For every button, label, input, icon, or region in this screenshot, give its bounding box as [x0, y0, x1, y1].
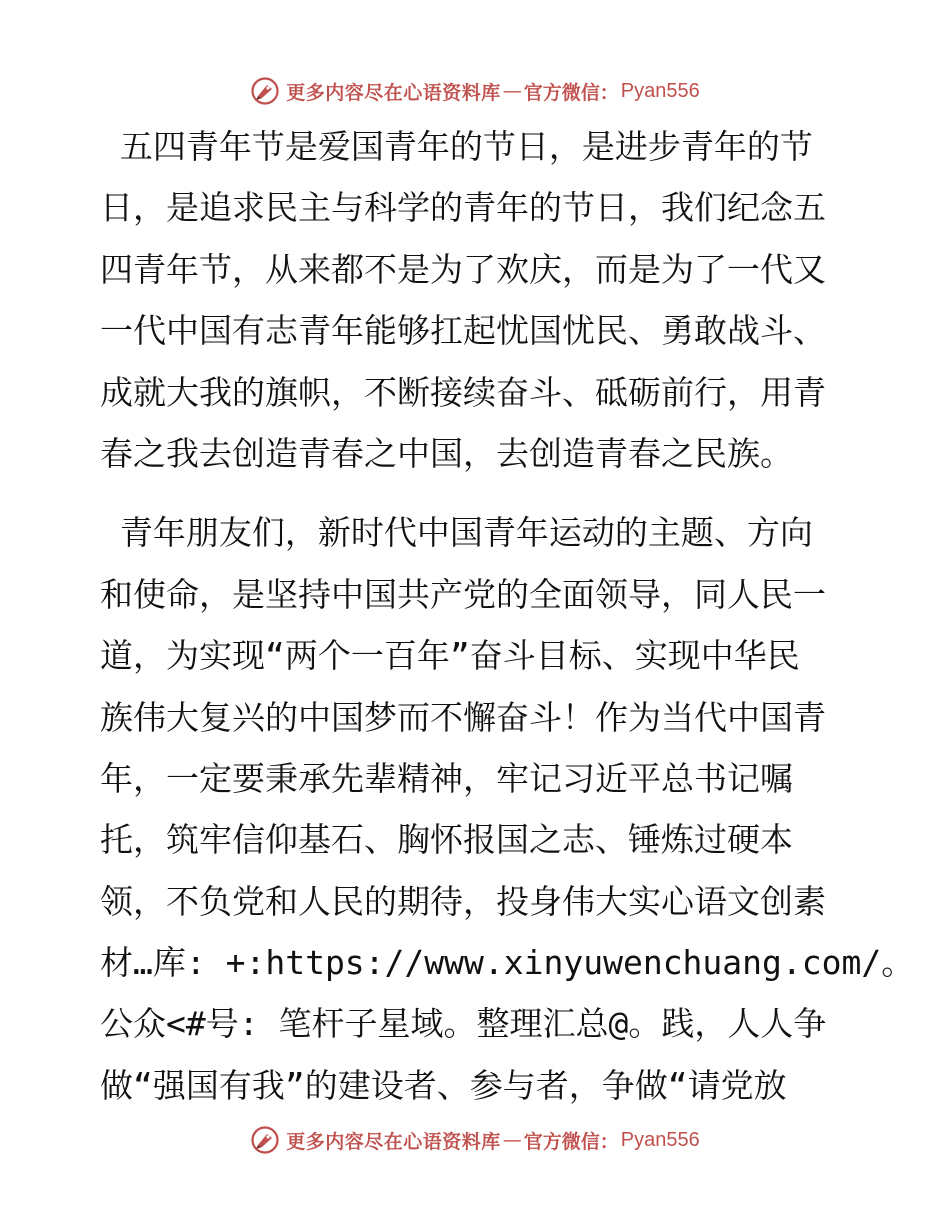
text-line: 道，为实现“两个一百年”奋斗目标、实现中华民 — [100, 636, 800, 676]
header-wechat-label: 官方微信： — [523, 81, 619, 104]
pen-nib-logo-icon — [250, 1125, 280, 1155]
text-line: 春之我去创造青春之中国，去创造青春之民族。 — [100, 433, 793, 473]
footer-banner — [0, 1123, 950, 1157]
text-line: 年，一定要秉承先辈精神，牢记习近平总书记嘱 — [100, 758, 793, 798]
text-line: 成就大我的旗帜，不断接续奋斗、砥砺前行，用青 — [100, 372, 826, 412]
paragraph-spacer — [100, 484, 860, 502]
text-line: 托，筑牢信仰基石、胸怀报国之志、锤炼过硬本 — [100, 820, 793, 860]
text-line: 五四青年节是爱国青年的节日，是进步青年的节 — [100, 127, 813, 166]
footer-wechat-label: 官方微信： — [523, 1130, 619, 1153]
header-banner — [0, 74, 950, 108]
article-body — [100, 116, 915, 1116]
pen-nib-logo-icon — [250, 76, 280, 106]
footer-promo-text: 更多内容尽在心语资料库 — [286, 1130, 501, 1153]
text-line: 族伟大复兴的中国梦而不懈奋斗！作为当代中国青 — [100, 697, 826, 737]
text-line: 青年朋友们，新时代中国青年运动的主题、方向 — [100, 513, 813, 553]
text-line: 日，是追求民主与科学的青年的节日，我们纪念五 — [100, 188, 826, 228]
header-wechat-id: Pyan556 — [620, 79, 700, 102]
text-line: 领，不负党和人民的期待，投身伟大实心语文创素 — [100, 881, 826, 921]
text-line: 一代中国有志青年能够扛起忧国忧民、勇敢战斗、 — [100, 311, 826, 351]
text-line: 材…库: +:https://www.xinyuwenchuang.com/。 — [100, 943, 915, 983]
text-line: 四青年节，从来都不是为了欢庆，而是为了一代又 — [100, 249, 826, 289]
footer-wechat-id: Pyan556 — [620, 1128, 700, 1151]
text-line: 做“强国有我”的建设者、参与者，争做“请党放 — [100, 1065, 787, 1105]
footer-separator: — — [502, 1129, 522, 1151]
paragraph-1 — [100, 116, 860, 484]
paragraph-2 — [100, 502, 915, 1116]
text-line: 和使命，是坚持中国共产党的全面领导，同人民一 — [100, 574, 826, 614]
text-line: 公众<#号: 笔杆子星域。整理汇总@。践，人人争 — [100, 1004, 827, 1044]
header-promo-text: 更多内容尽在心语资料库 — [286, 81, 501, 104]
header-separator: — — [502, 80, 522, 102]
